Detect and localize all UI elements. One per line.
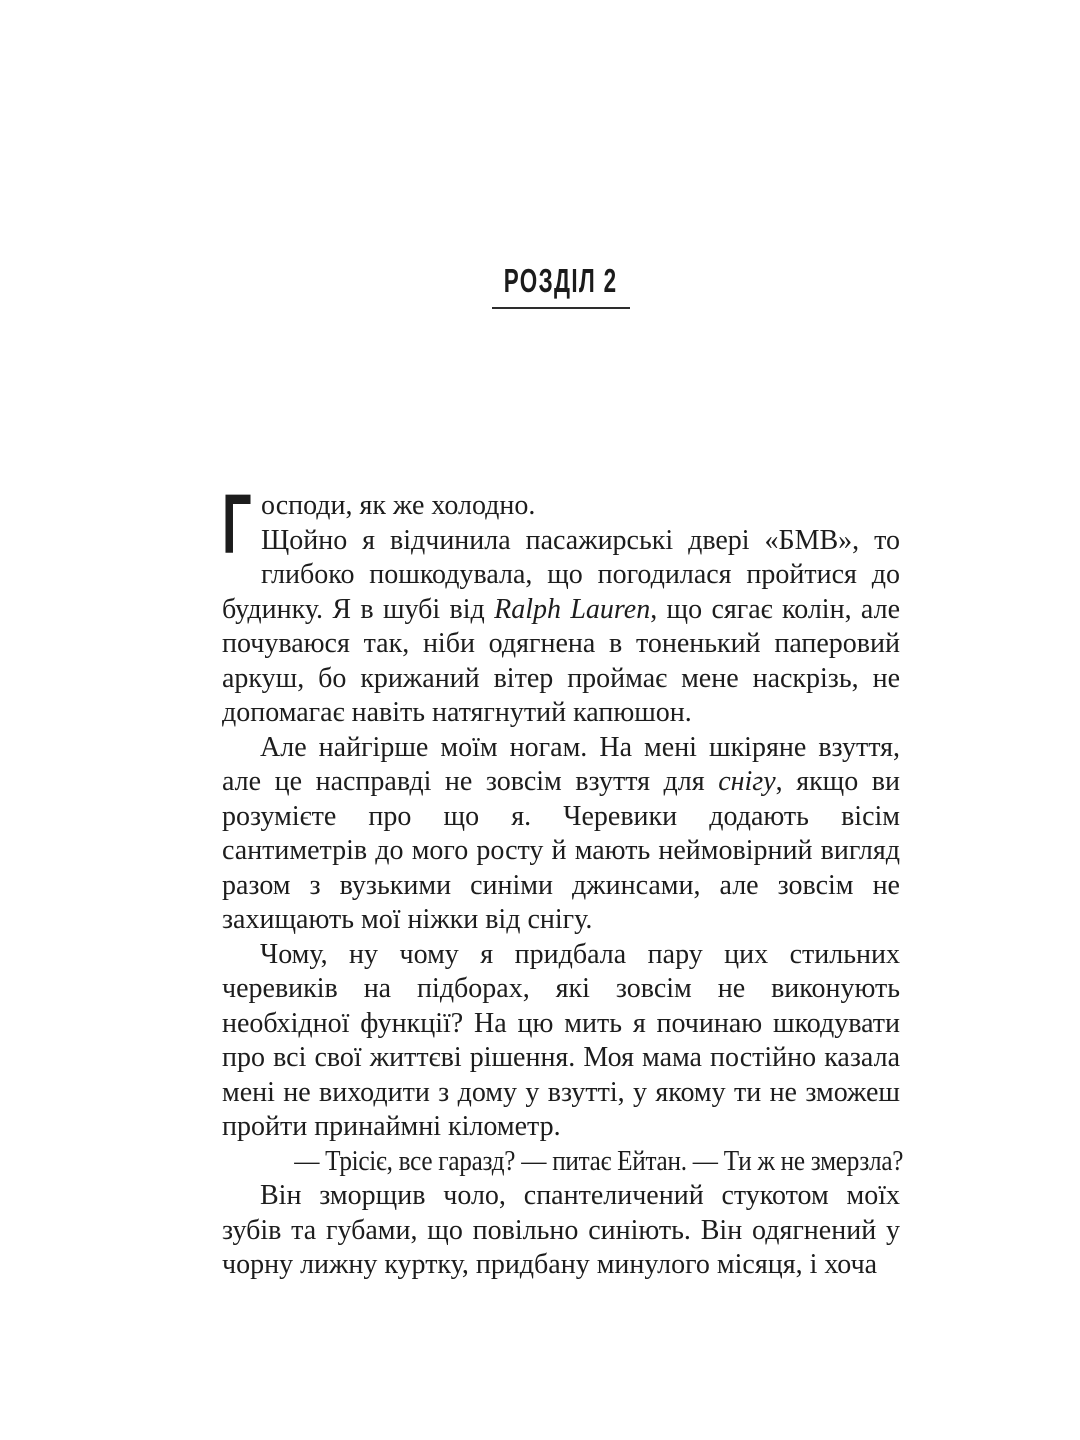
- italic-phrase: снігу: [718, 766, 776, 797]
- drop-cap: Г: [222, 477, 252, 571]
- italic-phrase: Ralph Lauren: [494, 593, 651, 625]
- paragraph: [222, 524, 900, 731]
- paragraph-dialogue: [222, 1145, 904, 1180]
- chapter-header: [222, 263, 900, 309]
- dialogue-text: — Трісіє, все гаразд? — питає Ейтан. — Ти ж не змерзла?: [294, 1145, 904, 1177]
- opening-paragraphs: [222, 477, 900, 731]
- paragraph: Чому, ну чому я придбала пару цих стильних черевиків на підборах, які зовсім не виконують необхідної функції? На цю мить я починаю шкодувати про всі свої життєві рішення. Моя мама постійно казала мені не виходити з дому у взутті, у якому ти не зможеш пройти принаймні кілометр.: [222, 938, 900, 1142]
- paragraph-text: , що сягає колін, але почуваюся так, ніби одягнена в тоненький паперовий аркуш, бо крижаний вітер проймає мене наскрізь, не допомагає навіть натягнутий капюшон.: [222, 593, 900, 728]
- paragraph-text: Але найгірше моїм ногам. На мені шкіряне взуття, але це насправді не зовсім взуття для: [222, 731, 900, 797]
- chapter-title-rule: [492, 307, 630, 309]
- page-text-column: [222, 477, 904, 1283]
- paragraph-text: Щойно я відчинила пасажирські двері «БМВ», то глибоко пошкодувала, що погодилася пройтися до будинку. Я в шубі від: [222, 524, 900, 625]
- chapter-title: [222, 263, 900, 299]
- paragraph: [222, 731, 900, 938]
- paragraph: Він зморщив чоло, спантеличений стукотом моїх зубів та губами, що повільно синіють. Він одягнений у чорну лижну куртку, придбану минулого місяця, і хоча: [222, 1180, 900, 1280]
- paragraph-opening: осподи, як же холодно.: [261, 490, 536, 521]
- paragraph-text: , якщо ви розумієте про що я. Черевики додають вісім сантиметрів до мого росту й мають неймовірний вигляд разом з вузькими синіми джинсами, але зовсім не захищають мої ніжки від снігу.: [222, 766, 901, 935]
- chapter-title-text: РОЗДІЛ 2: [504, 262, 618, 299]
